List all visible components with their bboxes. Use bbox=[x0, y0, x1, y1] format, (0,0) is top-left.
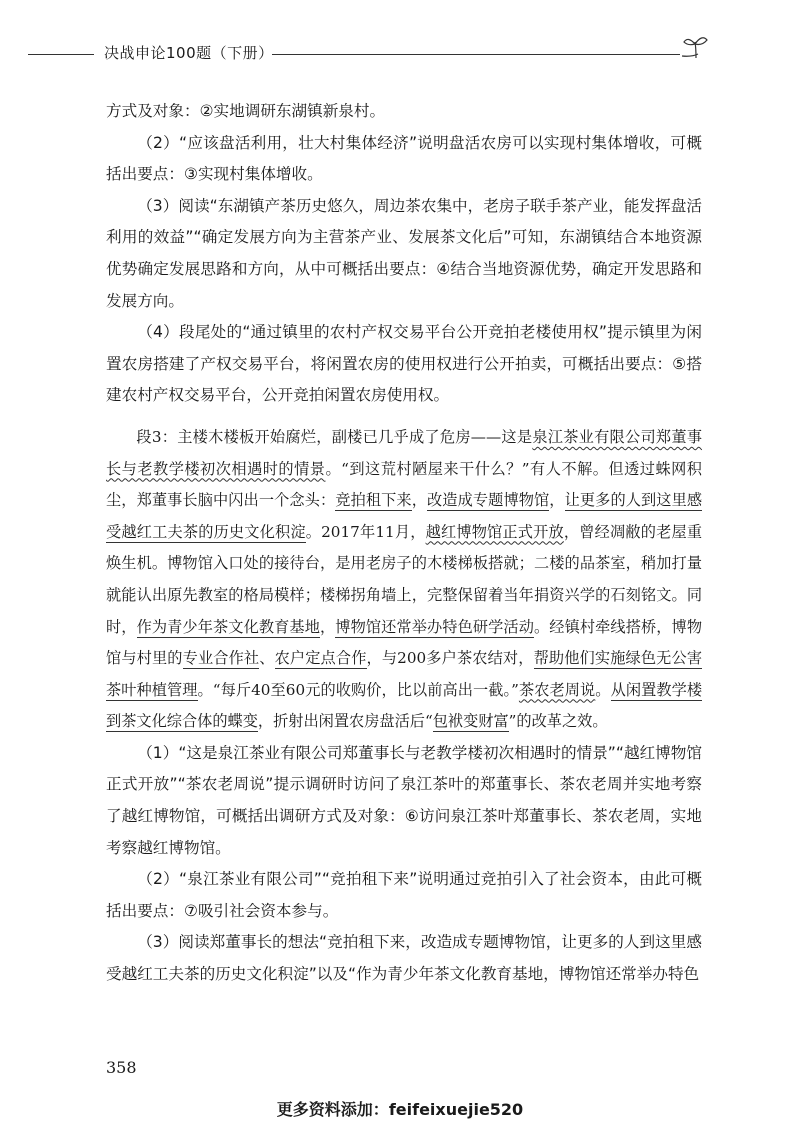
passage-text: 、 bbox=[259, 649, 275, 668]
passage-underline-mark: 从闲置教学楼到茶文化综合体的蝶变 bbox=[106, 680, 703, 731]
passage-wavy-mark: 茶农老周说 bbox=[518, 680, 596, 699]
passage-text: 。2017年11月， bbox=[305, 522, 426, 541]
paragraph-point-2: （2）“应该盘活利用，壮大村集体经济”说明盘活农房可以实现村集体增收，可概括出要点：③实现村集体增收。 bbox=[106, 133, 702, 184]
paragraph-continuation: 方式及对象：②实地调研东湖镇新泉村。 bbox=[106, 102, 386, 120]
analysis-point-3: （3）阅读郑董事长的想法“竞拍租下来，改造成专题博物馆，让更多的人到这里感受越红工夫茶的历史文化积淀”以及“作为青少年茶文化教育基地，博物馆还常举办特色 bbox=[106, 933, 702, 984]
passage-underline-mark: 让更多的人到这里感受越红工夫茶的历史文化积淀 bbox=[106, 491, 703, 541]
passage-text: ， bbox=[411, 491, 428, 510]
passage-text: ，折射出闲置农房盘活后“ bbox=[257, 712, 433, 731]
paragraph-point-3: （3）阅读“东湖镇产茶历史悠久，周边茶农集中，老房子联手茶产业，能发挥盘活利用的效益”“确定发展方向为主营茶产业、发展茶文化后”可知，东湖镇结合本地资源优势确定发展思路和方向，从中可概括出要点：④结合当地资源优势，确定开发思路和发展方向。 bbox=[106, 196, 702, 310]
analysis-point-2: （2）“泉江茶业有限公司”“竞拍租下来”说明通过竞拍引入了社会资本，由此可概括出要点：⑦吸引社会资本参与。 bbox=[106, 870, 702, 920]
passage-paragraph-3 bbox=[106, 422, 702, 738]
footer-contact: feifeixuejie520 bbox=[388, 1100, 524, 1119]
passage-text: ”的改革之效。 bbox=[508, 712, 608, 731]
passage-underline-mark: 竞拍租下来 bbox=[335, 491, 412, 510]
passage-text: 。“到这荒村陋屋来干什么？”有人不解。但透过蛛网积尘，郑董事长脑中闪出一个念头： bbox=[106, 459, 702, 510]
passage-underline-mark: 农户定点合作 bbox=[274, 649, 367, 668]
passage-text: ， bbox=[320, 617, 336, 636]
passage-text: ，曾经凋敝的老屋重焕生机。博物馆入口处的接待台，是用老房子的木楼梯板搭就；二楼的品茶室，稍加打量就能认出原先教室的格局模样；楼梯拐角墙上，完整保留着当年捐资兴学的石刻铭文。同时， bbox=[106, 522, 703, 636]
passage-wavy-mark: 泉江茶业有限公司郑董事长与老教学楼初次相遇时的情景 bbox=[106, 427, 703, 478]
header-title: 决战申论100题（下册） bbox=[104, 44, 274, 62]
sprout-icon bbox=[678, 32, 712, 66]
passage-wavy-mark: 越红博物馆正式开放 bbox=[425, 522, 564, 541]
passage-text: ， bbox=[549, 491, 565, 510]
passage-text: ，与200多户茶农结对， bbox=[366, 649, 534, 668]
passage-underline-mark: 博物馆还常举办特色研学活动 bbox=[335, 617, 534, 636]
passage-text: 段3：主楼木楼板开始腐烂，副楼已几乎成了危房——这是 bbox=[136, 427, 533, 446]
passage-text: 。经镇村牵线搭桥，博物馆与村里的 bbox=[106, 617, 703, 668]
analysis-point-1: （1）“这是泉江茶业有限公司郑董事长与老教学楼初次相遇时的情景”“越红博物馆正式开放”“茶农老周说”提示调研时访问了泉江茶叶的郑董事长、茶农老周并实地考察了越红博物馆，可概括出调研方式及对象：⑥访问泉江茶叶郑董事长、茶农老周，实地考察越红博物馆。 bbox=[106, 743, 702, 857]
footer-notice bbox=[0, 1097, 800, 1120]
passage-underline-mark: 改造成专题博物馆 bbox=[427, 491, 550, 510]
passage-underline-mark: 作为青少年茶文化教育基地 bbox=[136, 617, 320, 636]
paragraph-point-4: （4）段尾处的“通过镇里的农村产权交易平台公开竞拍老楼使用权”提示镇里为闲置农房搭建了产权交易平台，将闲置农房的使用权进行公开拍卖，可概括出要点：⑤搭建农村产权交易平台，公开竞拍闲置农房使用权。 bbox=[106, 323, 702, 405]
passage-underline-mark: 专业合作社 bbox=[182, 649, 260, 668]
header-rule-right bbox=[272, 54, 680, 55]
passage-text: 。 bbox=[595, 680, 611, 699]
passage-text: 。“每斤40至60元的收购价，比以前高出一截。” bbox=[197, 680, 519, 699]
footer-label: 更多资料添加： bbox=[276, 1100, 389, 1119]
passage-underline-mark: 包袱变财富 bbox=[432, 712, 509, 731]
passage-underline-mark: 帮助他们实施绿色无公害茶叶种植管理 bbox=[106, 649, 703, 699]
running-header bbox=[0, 32, 800, 68]
page-number: 358 bbox=[106, 1058, 137, 1077]
page-content bbox=[106, 96, 702, 991]
header-rule-left bbox=[28, 54, 94, 55]
